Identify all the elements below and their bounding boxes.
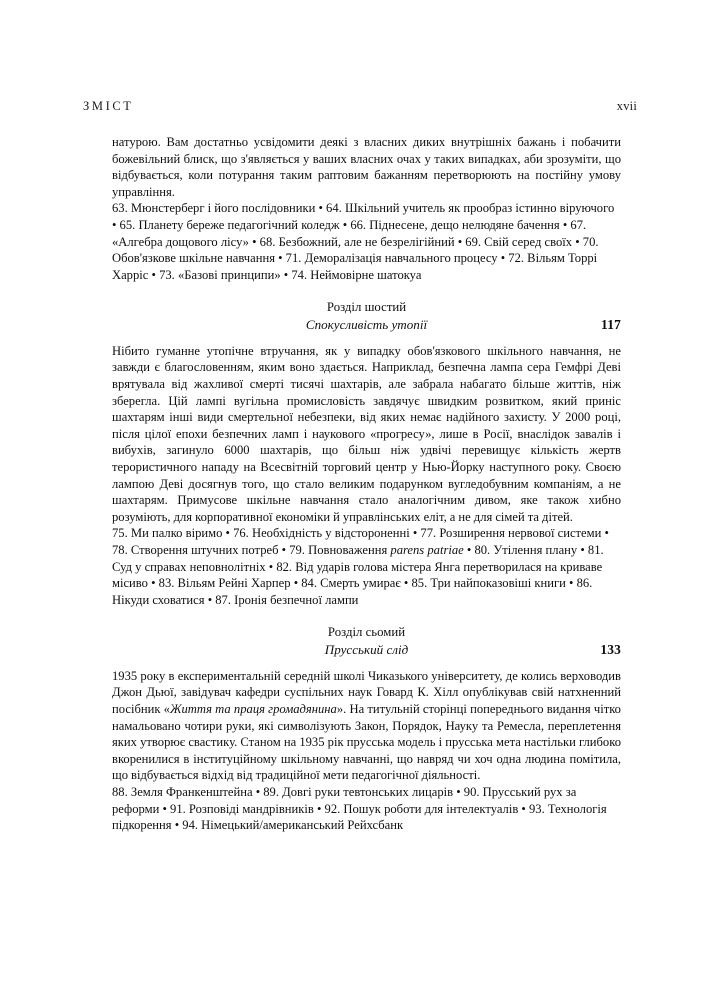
spacer <box>112 608 621 624</box>
running-header-page-number: xvii <box>616 99 637 113</box>
entry-list-chapter-five: 63. Мюнстерберг і його послідовники • 64. Шкільний учитель як прообраз істинно віруючого • 65. Планету береже педагогічний коледж • 66. Піднесене, дещо нелюдяне бачення • 67. «Алгебра дощового лісу» • 68. Безбожний, але не безрелігійний • 69. Свій серед своїх • 70. Обов'язкове шкільне навчання • 71. Деморалізація навчального процесу • 72. Вільям Торрі Харріс • 73. «Базові принципи» • 74. Неймовірне шатокуа <box>112 201 615 282</box>
paragraph-intro-continuation: натурою. Вам достатньо усвідомити деякі з власних диких внутрішніх бажань і побачити божевільний блиск, що з'являється у ваших власних очах у таких випадках, аби зрозуміти, що відбувається, коли потурання таким раптовим бажанням перетворюють на постійну умову управління. <box>112 135 621 199</box>
running-header <box>83 99 637 117</box>
running-header-title: ЗМІСТ <box>83 99 134 113</box>
page-content <box>112 134 621 834</box>
entry-list-chapter-six-part1: 75. Ми палко віримо • 76. Необхідність у відстороненні • 77. Розширення нервової системи • 78. Створення штучних потреб • 79. Повноваження <box>112 526 609 557</box>
entry-list-chapter-seven: 88. Земля Франкенштейна • 89. Довгі руки тевтонських лицарів • 90. Прусський рух за реформи • 91. Розповіді мандрівників • 92. Пошук роботи для інтелектуалів • 93. Технологія підкорення • 94. Німецький/американський Рейхсбанк <box>112 785 607 833</box>
paragraph-chapter-seven-part2: ». На титульній сторінці попереднього видання чітко намальовано чотири руки, які символізують Закон, Порядок, Науку та Ремесла, переплетення яких утворює свастику. Станом на 1935 рік прусська модель і прусська мета настільки глибоко вкоренилися в інституційному шкільному навчанні, що навряд чи хоч одна людина помітила, що відбувається відхід від традиційної мети педагогічної діяльності. <box>112 702 621 783</box>
chapter-seven-page-number: 133 <box>600 642 621 658</box>
spacer <box>112 283 621 299</box>
chapter-heading-six <box>112 299 621 334</box>
chapter-heading-seven <box>112 624 621 659</box>
entry-list-chapter-six-latin-term: parens patriae <box>390 542 464 557</box>
paragraph-chapter-seven-part1: 1935 року в експериментальній середній школі Чиказького університету, де колись верховодив Джон Дьюї, завідувач кафедри суспільних наук Говард К. Хілл опублікував свій натхненний посібник « <box>112 668 621 717</box>
paragraph-chapter-seven-body <box>112 668 621 784</box>
entry-list-chapter-six-part2: • 80. Утілення плану • 81. Суд у справах неповнолітніх • 82. Від ударів голова містера Янга перетворилася на криваве місиво • 83. Вільям Рейні Харпер • 84. Смерть умирає • 85. Три найпоказовіші книги • 86. Нікуди сховатися • 87. Іронія безпечної лампи <box>112 542 604 607</box>
chapter-six-page-number: 117 <box>601 317 621 333</box>
spacer <box>112 334 621 343</box>
chapter-six-number-label: Розділ шостий <box>326 300 407 315</box>
paragraph-chapter-six-body: Нібито гуманне утопічне втручання, як у випадку обов'язкового шкільного навчання, не завжди є благословенням, яким воно здається. Наприклад, безпечна лампа сера Гемфрі Деві врятувала від жахливої смерті тисячі шахтарів, але забрала набагато більше життів, ніж зберегла. Цій лампі вугільна промисловість завдячує швидким розвитком, який приніс шахтарям інші види смертельної небезпеки, від яких немає надійного захисту. У 2000 році, після цілої епохи безпечних ламп і наукового «прогресу», лише в Росії, внаслідок завалів і вибухів, загинуло 6000 шахтарів, що більш ніж удвічі перевищує кількість жертв терористичного нападу на Всесвітній торговий центр у Нью-Йорку наступного року. Своєю лампою Деві досягнув того, що стало великим подарунком вугледобувним компаніям, а не шахтарям. Примусове шкільне навчання стало аналогічним дивом, яке також хибно розуміють, для корпоративної економіки й управлінських еліт, а не для сімей та дітей. <box>112 343 621 524</box>
chapter-seven-title: Прусський слід <box>324 642 409 658</box>
paragraph-chapter-seven-book-title: Життя та праця громадянина <box>169 702 337 717</box>
spacer <box>112 659 621 668</box>
chapter-six-title: Спокусливість утопії <box>305 317 428 333</box>
entry-list-chapter-six <box>112 525 621 608</box>
chapter-seven-number-label: Розділ сьомий <box>327 625 406 640</box>
